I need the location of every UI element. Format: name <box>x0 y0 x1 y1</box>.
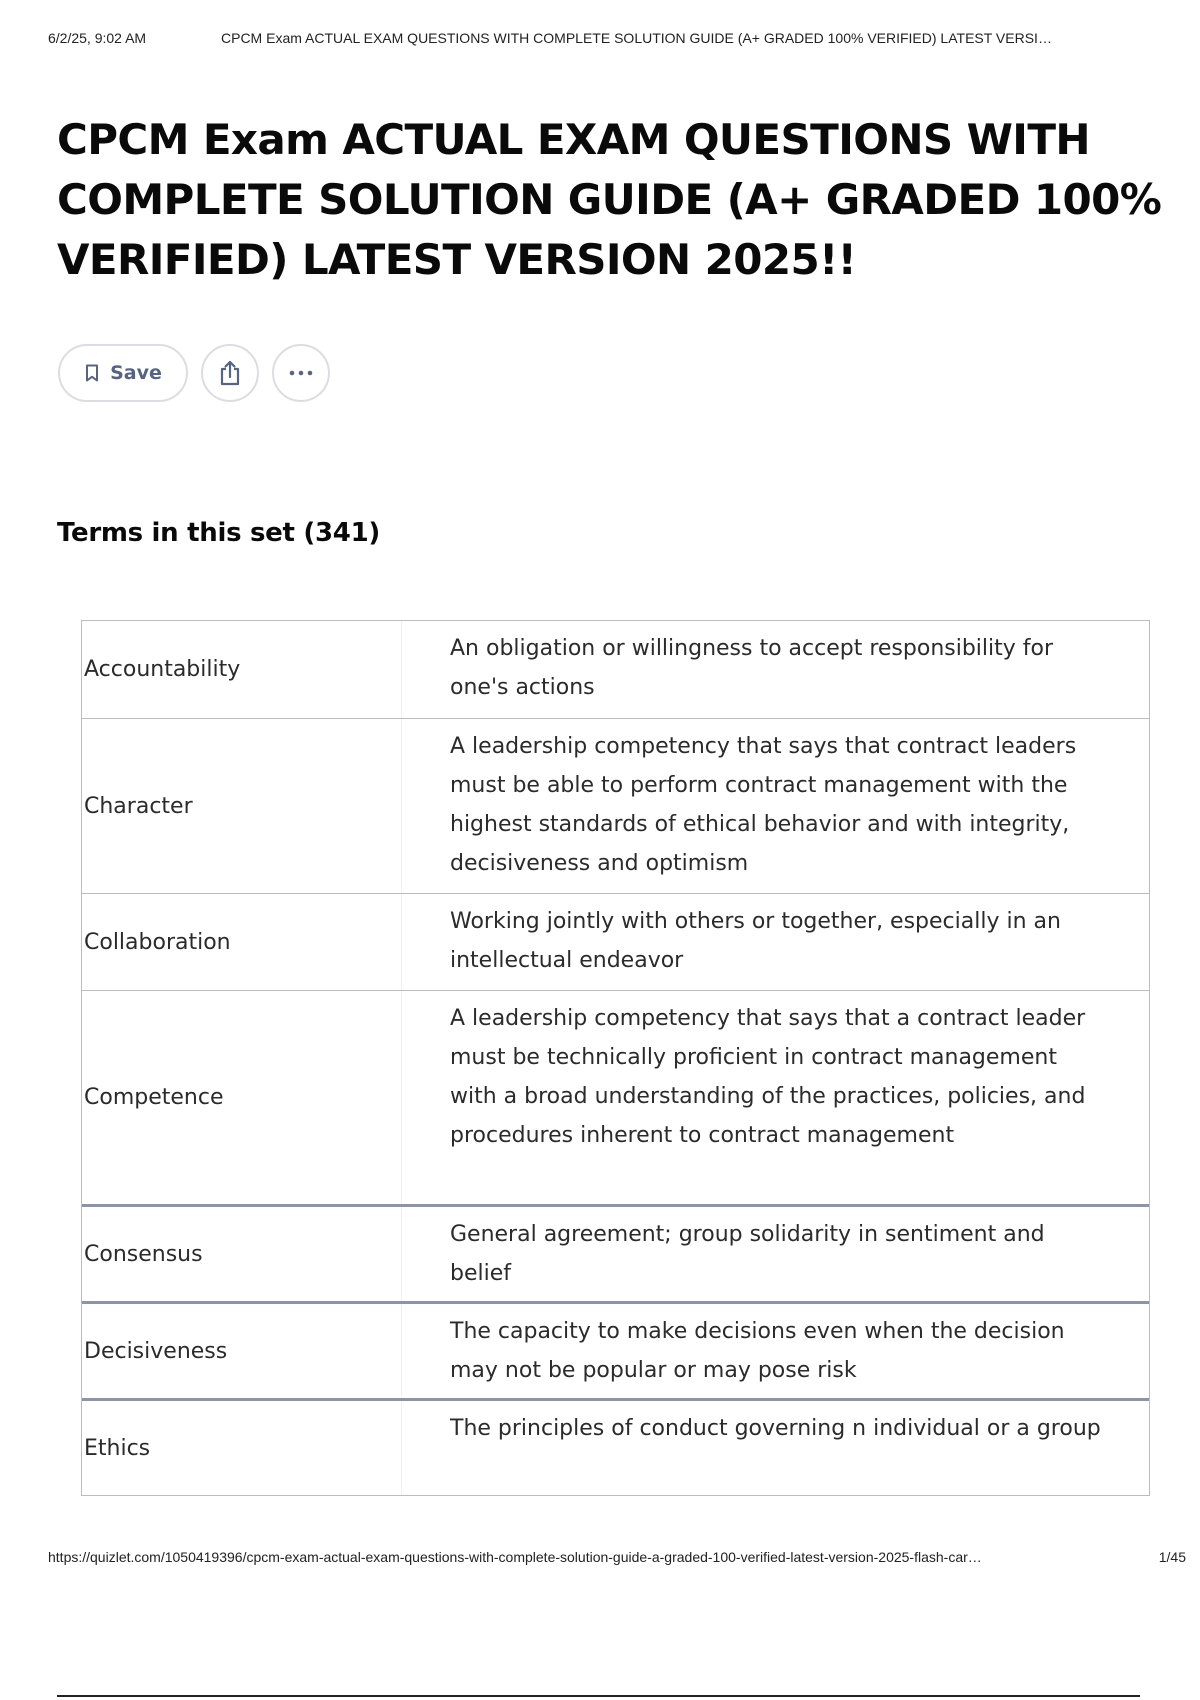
table-row <box>82 1398 1149 1495</box>
print-datetime: 6/2/25, 9:02 AM <box>48 30 147 46</box>
print-footer <box>48 1549 1186 1569</box>
table-row <box>82 1204 1149 1301</box>
bookmark-icon <box>84 363 100 383</box>
term-cell: Competence <box>82 991 402 1204</box>
page-indicator: 1/45 <box>1158 1549 1186 1565</box>
term-cell: Character <box>82 719 402 893</box>
terms-table <box>81 620 1150 1496</box>
definition-cell: A leadership competency that says that a contract leader must be technically proficient in contract management with a broad understanding of the practices, policies, and procedures inherent to contract management <box>450 1006 1086 1148</box>
definition-cell: A leadership competency that says that contract leaders must be able to perform contract management with the highest standards of ethical behavior and with integrity, decisiveness and optimism <box>450 734 1077 876</box>
divider <box>57 1695 1140 1697</box>
more-icon <box>288 369 314 377</box>
table-row <box>82 893 1149 990</box>
page-title: CPCM Exam ACTUAL EXAM QUESTIONS WITH COMPLETE SOLUTION GUIDE (A+ GRADED 100% VERIFIED) LATEST VERSION 2025!! <box>57 115 1162 284</box>
table-row <box>82 1301 1149 1398</box>
share-button[interactable] <box>201 344 259 402</box>
table-row <box>82 990 1149 1204</box>
print-document-title: CPCM Exam ACTUAL EXAM QUESTIONS WITH COMPLETE SOLUTION GUIDE (A+ GRADED 100% VERIFIED) LATEST VERSI… <box>221 30 1052 46</box>
definition-cell: Working jointly with others or together, especially in an intellectual endeavor <box>450 909 1061 973</box>
table-row <box>82 718 1149 893</box>
table-row <box>82 621 1149 718</box>
more-options-button[interactable] <box>272 344 330 402</box>
print-header <box>48 30 1176 50</box>
action-bar <box>58 343 330 403</box>
term-cell: Consensus <box>82 1207 402 1301</box>
terms-heading: Terms in this set (341) <box>57 518 380 548</box>
term-cell: Ethics <box>82 1401 402 1495</box>
save-button-label: Save <box>110 362 162 384</box>
term-cell: Accountability <box>82 621 402 718</box>
definition-cell: The principles of conduct governing n individual or a group <box>450 1416 1101 1441</box>
term-cell: Collaboration <box>82 894 402 990</box>
save-button[interactable] <box>58 344 188 402</box>
share-icon <box>217 359 243 387</box>
print-url: https://quizlet.com/1050419396/cpcm-exam-actual-exam-questions-with-complete-solution-guide-a-graded-100-verified-latest-version-2025-flash-car… <box>48 1549 982 1565</box>
definition-cell: The capacity to make decisions even when the decision may not be popular or may pose risk <box>450 1319 1065 1383</box>
definition-cell: An obligation or willingness to accept responsibility for one's actions <box>450 636 1054 700</box>
term-cell: Decisiveness <box>82 1304 402 1398</box>
definition-cell: General agreement; group solidarity in sentiment and belief <box>450 1222 1045 1286</box>
